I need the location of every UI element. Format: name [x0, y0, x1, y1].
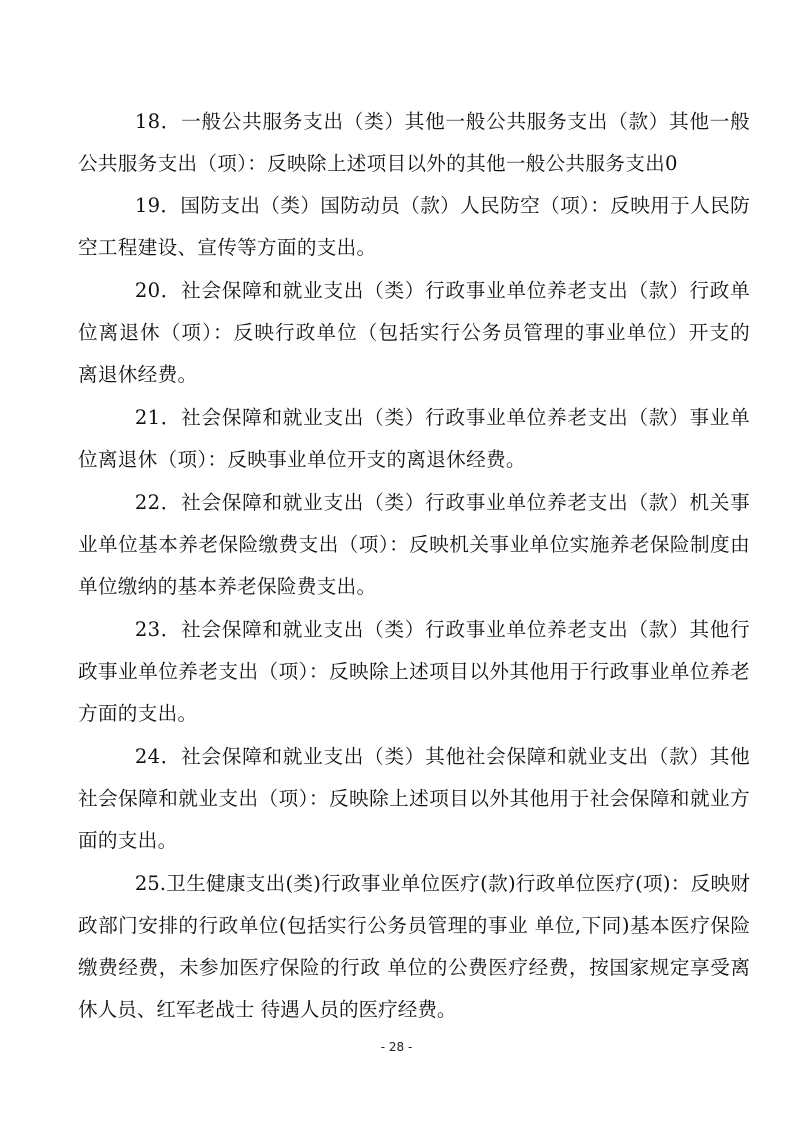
- paragraph-20: 20．社会保障和就业支出（类）行政事业单位养老支出（款）行政单位离退休（项）：反映行政单位（包括实行公务员管理的事业单位）开支的 离退休经费。: [78, 279, 750, 386]
- paragraph-18: 18．一般公共服务支出（类）其他一般公共服务支出（款）其他一般公共服务支出（项）：反映除上述项目以外的其他一般公共服务支出0: [78, 110, 750, 175]
- paragraph-24: 24．社会保障和就业支出（类）其他社会保障和就业支出（款）其他社会保障和就业支出（项）：反映除上述项目以外其他用于社会保障和就业方面的支出。: [78, 745, 750, 852]
- page-number: - 28 -: [380, 1040, 413, 1054]
- paragraph-25: 25.卫生健康支出(类)行政事业单位医疗(款)行政单位医疗(项)：反映财政部门安排的行政单位(包括实行公务员管理的事业 单位,下同)基本医疗保险缴费经费，未参加医疗保险的行政 单位的公费医疗经费，按国家规定享受离休人员、红军老战士 待遇人员的医疗经费。: [78, 872, 750, 1021]
- paragraph-22: 22．社会保障和就业支出（类）行政事业单位养老支出（款）机关事业单位基本养老保险缴费支出（项）：反映机关事业单位实施养老保险制度由单位缴纳的基本养老保险费支出。: [78, 491, 750, 598]
- paragraph-19: 19．国防支出（类）国防动员（款）人民防空（项）：反映用于人民防空工程建设、宣传等方面的支出。: [78, 194, 750, 259]
- paragraph-21: 21．社会保障和就业支出（类）行政事业单位养老支出（款）事业单位离退休（项）：反映事业单位开支的离退休经费。: [78, 406, 750, 471]
- paragraph-23: 23．社会保障和就业支出（类）行政事业单位养老支出（款）其他行政事业单位养老支出（项）：反映除上述项目以外其他用于行政事业单位养老方面的支出。: [78, 618, 750, 725]
